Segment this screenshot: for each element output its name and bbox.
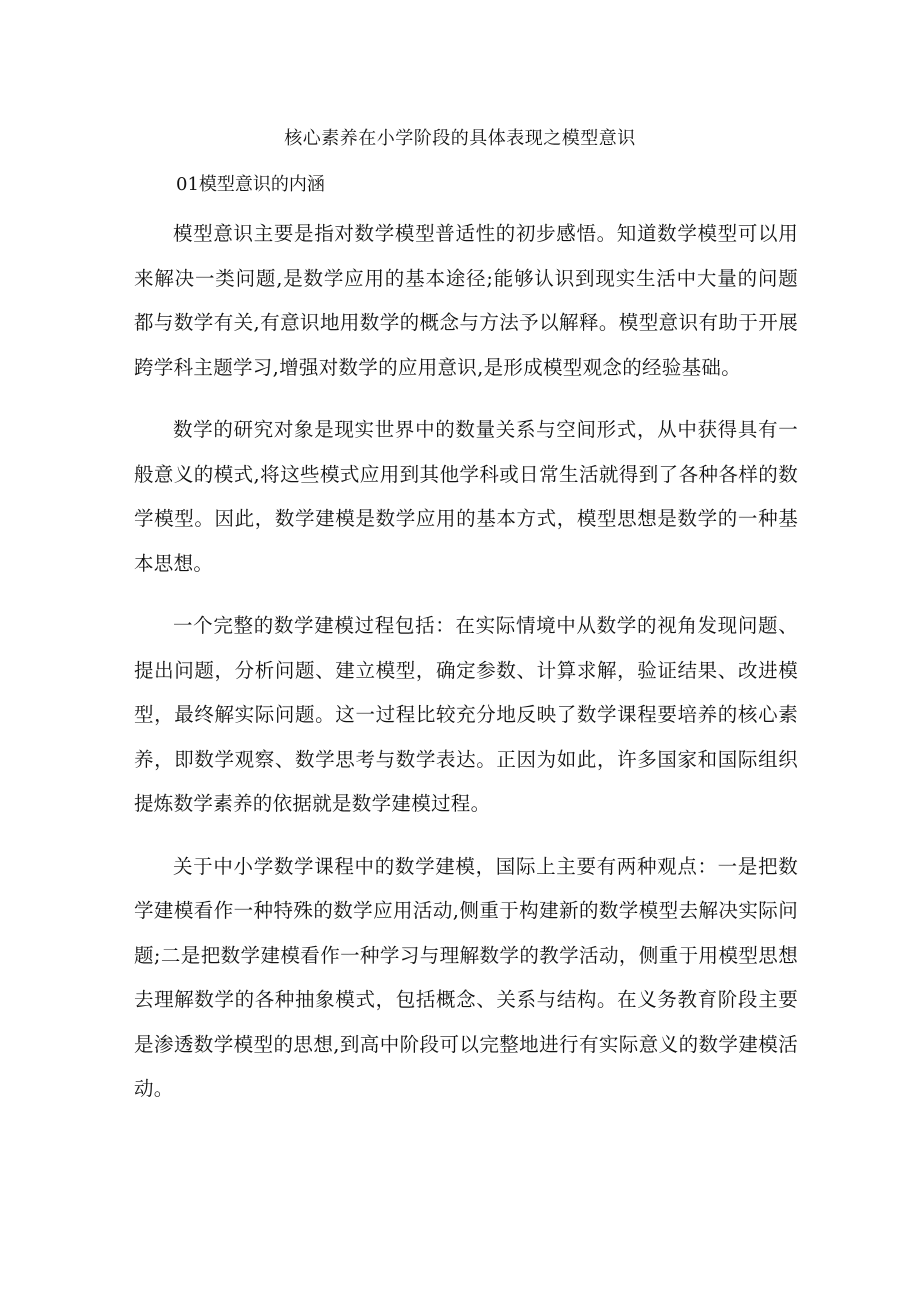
paragraph-3: 一个完整的数学建模过程包括：在实际情境中从数学的视角发现问题、提出问题，分析问题、建立模型，确定参数、计算求解，验证结果、改进模型，最终解实际问题。这一过程比较充分地反映了数学课程要培养的核心素养，即数学观察、数学思考与数学表达。正因为如此，许多国家和国际组织提炼数学素养的依据就是数学建模过程。 [134,614,798,815]
paragraph-2: 数学的研究对象是现实世界中的数量关系与空间形式，从中获得具有一般意义的模式,将这些模式应用到其他学科或日常生活就得到了各种各样的数学模型。因此，数学建模是数学应用的基本方式，模型思想是数学的一种基本思想。 [134,418,798,575]
document-body [134,212,798,1130]
paragraph-1: 模型意识主要是指对数学模型普适性的初步感悟。知道数学模型可以用来解决一类问题,是数学应用的基本途径;能够认识到现实生活中大量的问题都与数学有关,有意识地用数学的概念与方法予以解释。模型意识有助于开展跨学科主题学习,增强对数学的应用意识,是形成模型观念的经验基础。 [134,222,798,379]
paragraph-4: 关于中小学数学课程中的数学建模，国际上主要有两种观点：一是把数学建模看作一种特殊的数学应用活动,侧重于构建新的数学模型去解决实际问题;二是把数学建模看作一种学习与理解数学的教学活动，侧重于用模型思想去理解数学的各种抽象模式，包括概念、关系与结构。在义务教育阶段主要是渗透数学模型的思想,到高中阶段可以完整地进行有实际意义的数学建模活动。 [134,854,798,1100]
section-heading: 01模型意识的内涵 [176,174,325,195]
document-title: 核心素养在小学阶段的具体表现之模型意识 [284,128,636,149]
